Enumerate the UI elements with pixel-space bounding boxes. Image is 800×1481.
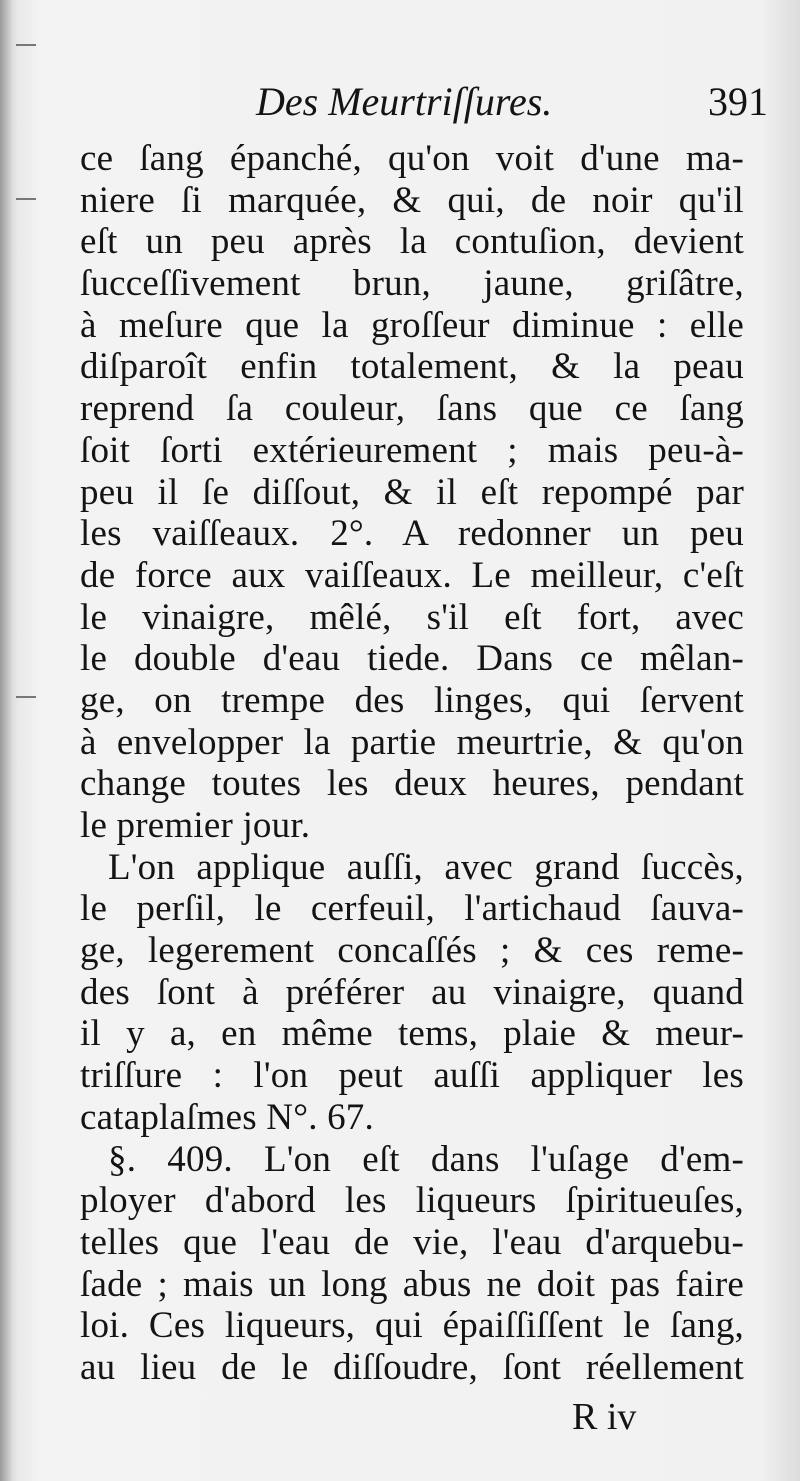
text-line: les vaiſſeaux. 2°. A redonner un peu — [80, 513, 744, 555]
text-line: eſt un peu après la contuſion, devient — [80, 221, 744, 263]
text-line: il y a, en même tems, plaie & meur- — [80, 1013, 744, 1055]
text-line: ſade ; mais un long abus ne doit pas faire — [80, 1263, 744, 1305]
page-number: 391 — [708, 79, 768, 124]
text-line: telles que l'eau de vie, l'eau d'arquebu- — [80, 1221, 744, 1263]
text-line: ployer d'abord les liqueurs ſpiritueuſes, — [80, 1180, 744, 1222]
text-line: au lieu de le diſſoudre, ſont réellement — [80, 1346, 744, 1388]
text-line: ge, on trempe des linges, qui ſervent — [80, 679, 744, 721]
text-line: cataplaſmes N°. 67. — [80, 1096, 374, 1138]
text-line: triſſure : l'on peut auſſi appliquer les — [80, 1055, 744, 1097]
text-line: ſoit ſorti extérieurement ; mais peu-à- — [80, 429, 744, 471]
text-line: ge, legerement concaſſés ; & ces reme- — [80, 930, 744, 972]
text-line: de force aux vaiſſeaux. Le meilleur, c'eſt — [80, 554, 744, 596]
text-line: change toutes les deux heures, pendant — [80, 763, 744, 805]
text-line: loi. Ces liqueurs, qui épaiſſiſſent le ſang, — [80, 1305, 744, 1347]
text-line: §. 409. L'on eſt dans l'uſage d'em- — [108, 1138, 744, 1180]
text-line: L'on applique auſſi, avec grand ſuccès, — [108, 846, 744, 888]
text-line: diſparoît enfin totalement, & la peau — [80, 346, 744, 388]
text-line: ce ſang épanché, qu'on voit d'une ma- — [80, 138, 744, 179]
text-line: des ſont à préférer au vinaigre, quand — [80, 971, 744, 1013]
page-header — [80, 70, 768, 130]
margin-mark — [16, 44, 36, 46]
text-line: peu il ſe diſſout, & il eſt repompé par — [80, 471, 744, 513]
text-line: ſucceſſivement brun, jaune, griſâtre, — [80, 263, 744, 305]
signature-mark: R iv — [572, 1396, 637, 1438]
page-gutter-shadow — [0, 0, 14, 1481]
text-line: le double d'eau tiede. Dans ce mêlan- — [80, 638, 744, 680]
running-title: Des Meurtriſſures. — [256, 79, 553, 124]
text-line: le premier jour. — [80, 805, 311, 846]
text-line: à envelopper la partie meurtrie, & qu'on — [80, 721, 744, 763]
body-text — [80, 138, 744, 1389]
text-line: le vinaigre, mêlé, s'il eſt fort, avec — [80, 596, 744, 638]
margin-mark — [16, 696, 36, 698]
text-line: niere ſi marquée, & qui, de noir qu'il — [80, 179, 744, 221]
text-line: à meſure que la groſſeur diminue : elle — [80, 304, 744, 346]
margin-mark — [16, 198, 36, 200]
text-line: le perſil, le cerfeuil, l'artichaud ſauva- — [80, 888, 744, 930]
text-line: reprend ſa couleur, ſans que ce ſang — [80, 388, 744, 430]
